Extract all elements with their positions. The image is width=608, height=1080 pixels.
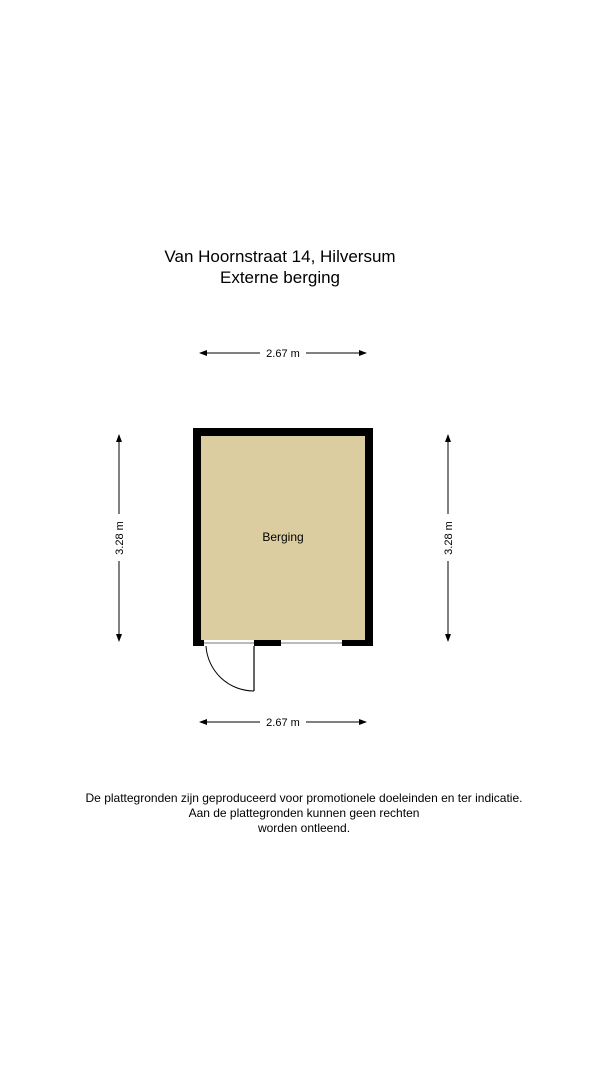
room-label: Berging: [262, 530, 304, 544]
dimension-top: [200, 348, 366, 360]
disclaimer-line-1: De plattegronden zijn geproduceerd voor promotionele doeleinden en ter indicatie.: [85, 791, 523, 805]
door-frame-right: [254, 640, 258, 646]
address-title: Van Hoornstraat 14, Hilversum: [164, 247, 396, 266]
floor-subtitle: Externe berging: [219, 268, 341, 287]
dimension-left: [114, 435, 126, 641]
dimension-label-right: 3.28 m: [443, 521, 455, 555]
window-frame-left: [278, 640, 281, 646]
room-berging: [193, 428, 373, 691]
dimension-label-bottom: 2.67 m: [266, 717, 300, 729]
window-frame-right: [342, 640, 346, 646]
dimension-label-top: 2.67 m: [266, 348, 300, 360]
dimension-bottom: [200, 717, 366, 729]
disclaimer-line-2: Aan de plattegronden kunnen geen rechten: [188, 806, 420, 820]
disclaimer-line-3: worden ontleend.: [257, 821, 351, 835]
dimension-label-left: 3.28 m: [114, 521, 126, 555]
dimension-right: [443, 435, 455, 641]
door-frame-left: [201, 640, 204, 646]
door-swing-arc: [206, 646, 254, 691]
